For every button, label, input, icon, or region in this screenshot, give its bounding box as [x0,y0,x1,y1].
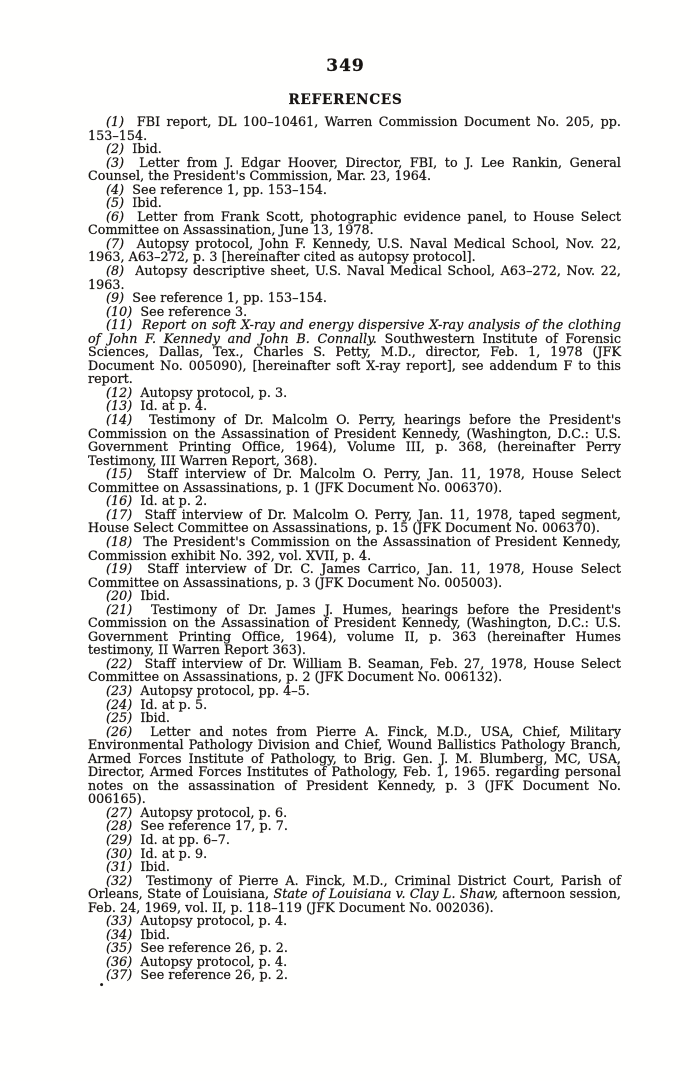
reference-number: (37) [106,967,133,983]
reference-item [88,508,621,535]
reference-item [88,142,621,156]
reference-text: See reference 17, p. 7. [140,818,288,834]
reference-item [88,535,621,562]
reference-item [88,928,621,942]
reference-text: Autopsy protocol, p. 4. [140,953,288,969]
reference-number: (12) [106,384,133,400]
reference-number: (20) [106,588,133,604]
reference-number: (27) [106,804,133,820]
reference-item [88,819,621,833]
reference-number: (15) [106,466,133,482]
reference-number: (29) [106,831,133,847]
reference-text: Id. at p. 2. [140,493,208,509]
reference-text: See reference 26, p. 2. [140,940,288,956]
reference-item [88,562,621,589]
reference-number: (10) [106,303,133,319]
reference-number: (9) [106,290,125,306]
reference-item [88,318,621,386]
reference-item [88,413,621,467]
reference-item [88,210,621,237]
reference-item [88,156,621,183]
reference-item [88,589,621,603]
reference-number: (35) [106,940,133,956]
reference-text: Ibid. [132,195,162,211]
reference-text: Staff interview of Dr. Malcolm O. Perry, Jan. 11, 1978, taped segment, House Select Committee on Assassinations, p. 15 (JFK Document No. 006370). [88,506,621,536]
reference-number: (18) [106,533,133,549]
reference-text: See reference 3. [140,303,248,319]
reference-text: Autopsy protocol, p. 6. [140,804,288,820]
reference-text: See reference 26, p. 2. [140,967,288,983]
reference-text: Ibid. [140,710,171,726]
reference-text: FBI report, DL 100–10461, Warren Commission Document No. 205, pp. 153–154. [88,114,621,143]
reference-text: Ibid. [140,859,171,875]
reference-text: See reference 1, pp. 153–154. [132,290,327,306]
reference-item [88,698,621,712]
reference-item [88,264,621,291]
reference-number: (5) [106,195,125,211]
reference-number: (2) [106,141,125,157]
reference-item [88,657,621,684]
reference-number: (31) [106,859,133,875]
reference-number: (13) [106,398,133,414]
reference-text: Testimony of Dr. Malcolm O. Perry, hearings before the President's Commission on the Assassination of President Kennedy, (Washington, D.C.: U.S. Government Printing Office, 1964), Volume III, p. 368, (hereinafter Perry Testimony, III Warren Report, 368). [88,412,621,468]
reference-item [88,494,621,508]
reference-number: (1) [106,114,125,129]
reference-number: (7) [106,235,125,251]
stray-ink-mark: . [99,972,105,990]
reference-number: (33) [106,913,133,929]
reference-item [88,305,621,319]
reference-number: (36) [106,953,133,969]
reference-number: (21) [106,601,133,617]
reference-text: Autopsy protocol, pp. 4–5. [140,682,310,698]
reference-item [88,237,621,264]
reference-item [88,711,621,725]
reference-text: The President's Commission on the Assassination of President Kennedy, Commission exhibit No. 392, vol. XVII, p. 4. [88,533,621,563]
reference-item [88,183,621,197]
reference-number: (6) [106,208,125,224]
reference-text: afternoon session, Feb. 24, 1969, vol. II, p. 118–119 (JFK Document No. 002036). [88,886,621,915]
reference-text: Letter from Frank Scott, photographic evidence panel, to House Select Committee on Assassination, June 13, 1978. [88,208,622,238]
reference-number: (26) [106,723,133,739]
reference-title-italic: Report on soft X-ray and energy dispersive X-ray analysis of the clothing of John F. Kennedy and John B. Connally. [88,317,622,346]
reference-text: Testimony of Dr. James J. Humes, hearings before the President's Commission on the Assassination of President Kennedy, (Washington, D.C.: U.S. Government Printing Office, 1964), volume II, p. 363 (hereinafter Humes testimony, II Warren Report 363). [88,601,621,658]
reference-item [88,684,621,698]
reference-item [88,806,621,820]
reference-text: Southwestern Institute of Forensic Sciences, Dallas, Tex., Charles S. Petty, M.D., director, Feb. 1, 1978 (JFK Document No. 005090), [hereinafter soft X-ray report], see addendum F to this report. [88,330,621,387]
reference-item [88,399,621,413]
page-number: 349 [326,56,365,76]
reference-item [88,603,621,657]
reference-text: Id. at p. 9. [140,845,208,861]
reference-item [88,467,621,494]
reference-text: Letter from J. Edgar Hoover, Director, FBI, to J. Lee Rankin, General Counsel, the President's Commission, Mar. 23, 1964. [88,154,621,184]
reference-item [88,941,621,955]
reference-item [88,291,621,305]
reference-number: (23) [106,682,133,698]
reference-text: Letter and notes from Pierre A. Finck, M.D., USA, Chief, Military Environmental Pathology Division and Chief, Wound Ballistics Pathology Branch, Armed Forces Institute of Pathology, to Brig. Gen. J. M. Blumberg, MC, USA, Director, Armed Forces Institutes of Pathology, Feb. 1, 1965. regarding personal notes on the assassination of President Kennedy, p. 3 (JFK Document No. 006165). [88,723,622,807]
reference-item [88,386,621,400]
references-list [88,115,621,982]
reference-item [88,115,621,142]
reference-text: Id. at p. 5. [140,696,208,712]
reference-item [88,955,621,969]
reference-item [88,968,621,982]
reference-text: Autopsy protocol, John F. Kennedy, U.S. Naval Medical School, Nov. 22, 1963, A63–272, p. 3 [hereinafter cited as autopsy protocol]. [88,235,621,265]
reference-item [88,874,621,915]
reference-text: Autopsy protocol, p. 3. [140,384,288,400]
reference-number: (4) [106,181,125,197]
reference-number: (22) [106,655,133,671]
reference-text: Staff interview of Dr. William B. Seaman, Feb. 27, 1978, House Select Committee on Assassinations, p. 2 (JFK Document No. 006132). [88,655,621,685]
references-heading: REFERENCES [288,92,403,108]
reference-number: (28) [106,818,133,834]
reference-number: (19) [106,561,133,577]
reference-text: Autopsy protocol, p. 4. [140,913,288,929]
reference-number: (11) [106,317,133,333]
reference-item [88,833,621,847]
reference-number: (3) [106,154,125,170]
reference-number: (8) [106,263,125,279]
reference-text: Staff interview of Dr. C. James Carrico, Jan. 11, 1978, House Select Committee on Assassinations, p. 3 (JFK Document No. 005003). [88,561,622,590]
reference-number: (32) [106,872,133,888]
reference-text: Ibid. [140,926,171,942]
reference-number: (24) [106,696,133,712]
reference-text: See reference 1, pp. 153–154. [132,181,327,197]
reference-text: Testimony of Pierre A. Finck, M.D., Criminal District Court, Parish of Orleans, State of Louisiana, [88,872,621,902]
reference-number: (30) [106,845,133,861]
reference-text: Ibid. [140,588,171,604]
reference-item [88,860,621,874]
reference-item [88,847,621,861]
reference-number: (14) [106,412,133,428]
reference-number: (25) [106,710,133,726]
reference-text: Id. at pp. 6–7. [140,831,230,847]
reference-text: Id. at p. 4. [140,398,208,414]
reference-number: (34) [106,926,133,942]
reference-number: (16) [106,493,133,509]
reference-text: Ibid. [132,141,162,157]
reference-number: (17) [106,506,133,522]
reference-text: Autopsy descriptive sheet, U.S. Naval Medical School, A63–272, Nov. 22, 1963. [88,263,622,292]
reference-item [88,196,621,210]
reference-item [88,914,621,928]
reference-item [88,725,621,806]
reference-title-italic: State of Louisiana v. Clay L. Shaw, [273,886,498,902]
reference-text: Staff interview of Dr. Malcolm O. Perry, Jan. 11, 1978, House Select Committee on Assassinations, p. 1 (JFK Document No. 006370). [88,466,622,495]
